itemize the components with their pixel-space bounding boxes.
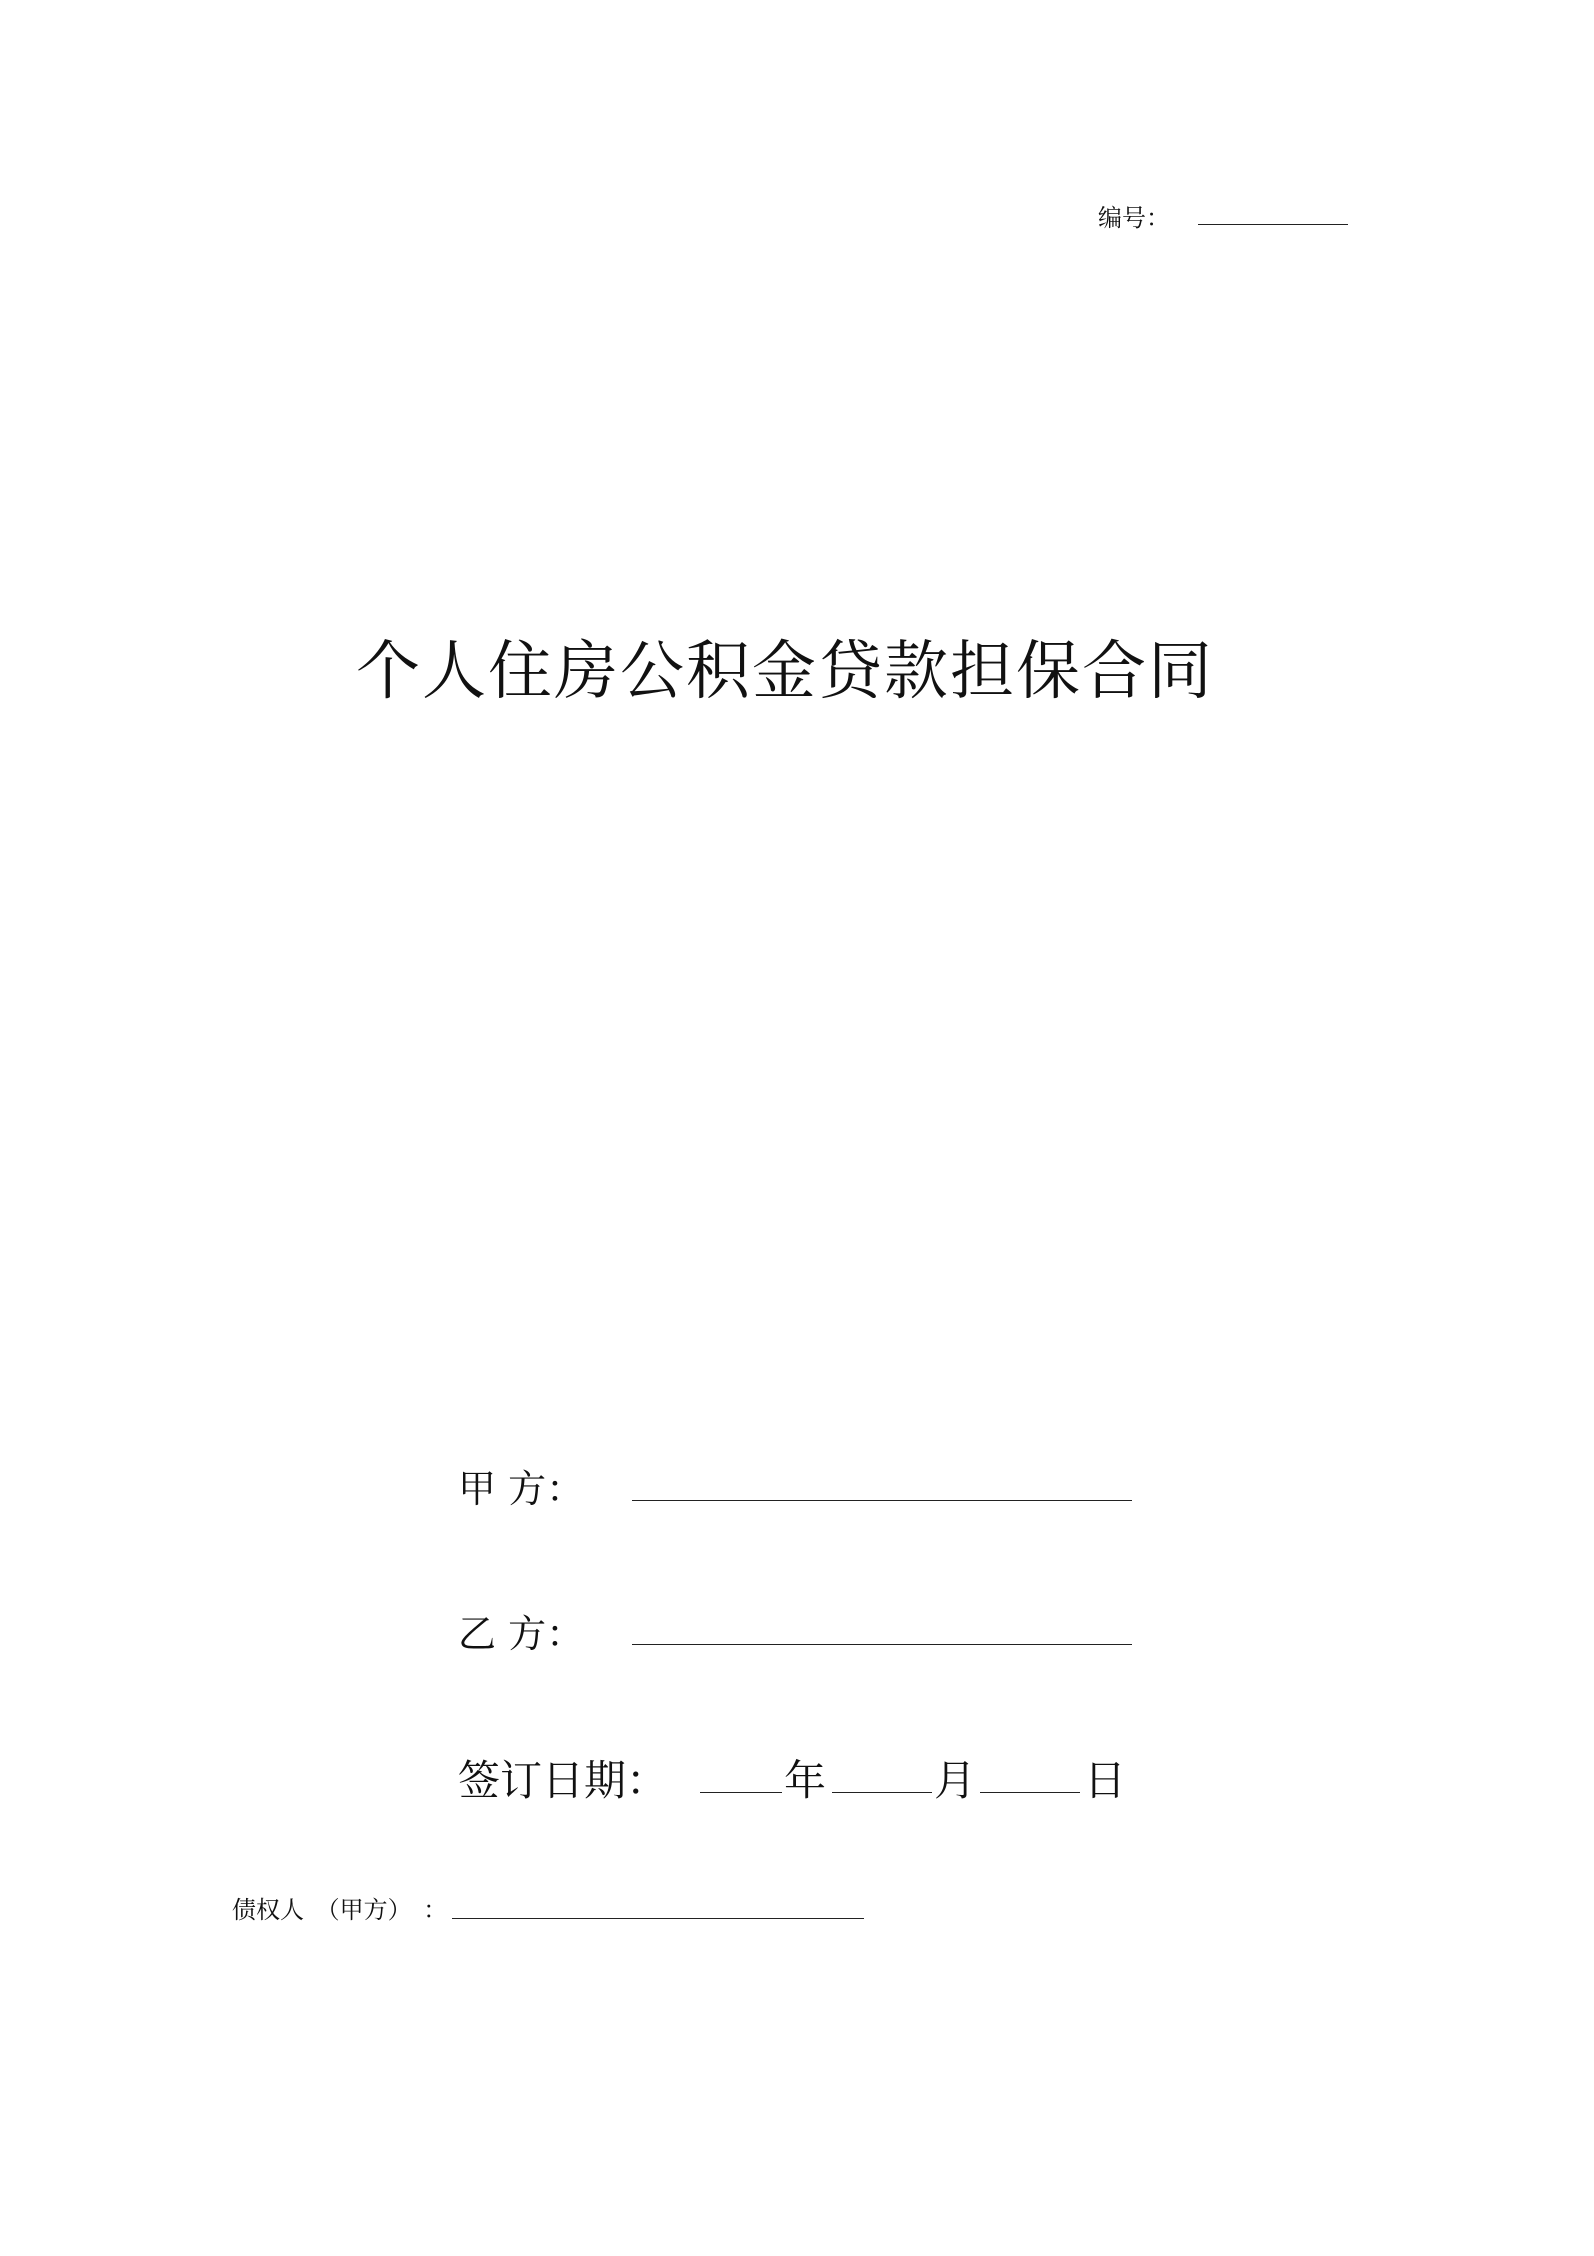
party-a-label: 甲 方： [458,1467,585,1511]
document-title: 个人住房公积金贷款担保合同 [356,635,1214,709]
signing-year-blank[interactable] [700,1792,782,1793]
signing-month-unit: 月 [934,1756,977,1805]
signing-date-label: 签订日期： [458,1756,669,1805]
creditor-blank[interactable] [452,1918,864,1919]
creditor-label: 债权人 （甲方） ： [232,1896,448,1924]
serial-number-blank[interactable] [1198,224,1348,225]
serial-number-label: 编号： [1098,204,1170,232]
signing-day-blank[interactable] [980,1792,1080,1793]
signing-day-unit: 日 [1084,1756,1127,1805]
signing-month-blank[interactable] [832,1792,932,1793]
party-b-blank[interactable] [632,1644,1132,1645]
party-a-blank[interactable] [632,1500,1132,1501]
signing-year-unit: 年 [784,1756,827,1805]
party-b-label: 乙 方： [458,1612,585,1656]
